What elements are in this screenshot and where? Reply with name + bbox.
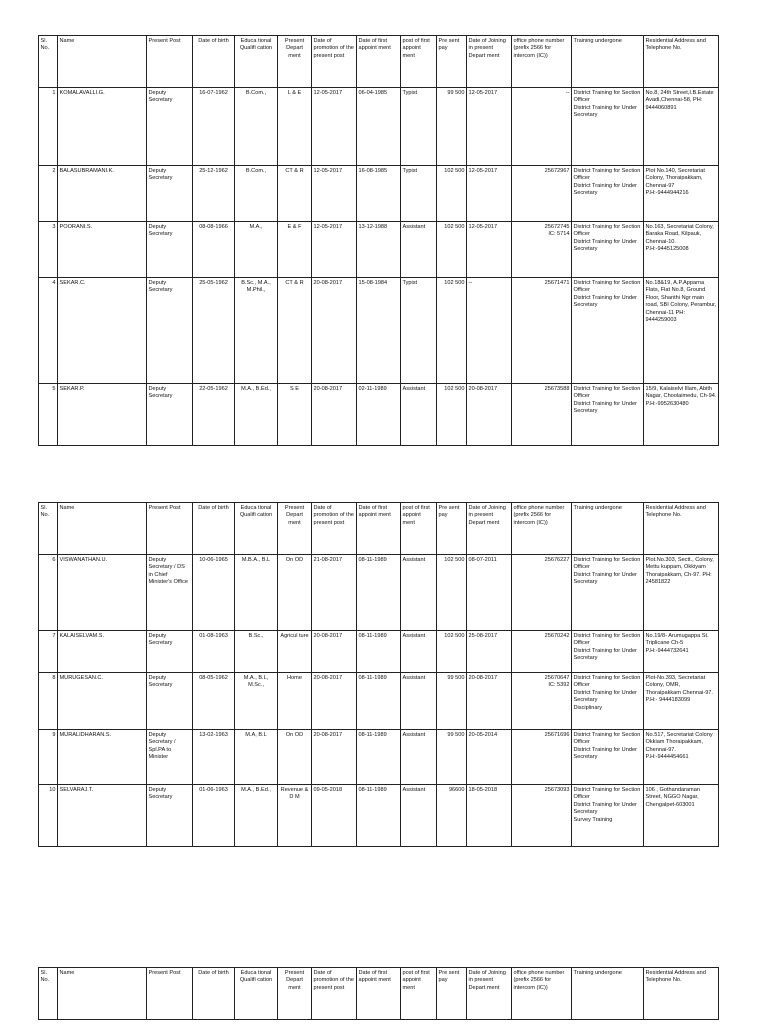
- column-header-education: Educa tional Qualifi cation: [235, 503, 278, 555]
- cell-join: 20-08-2017: [467, 673, 512, 730]
- cell-pay: 96600: [437, 785, 467, 847]
- header-row: [39, 968, 719, 1020]
- cell-phone: 25676227: [512, 555, 572, 631]
- cell-dept: CT & R: [278, 166, 312, 222]
- cell-join: 08-07-2011: [467, 555, 512, 631]
- cell-name: MURALIDHARAN.S.: [58, 730, 147, 785]
- cell-address: No.8, 24th Street,I.B.Estate Avadi,Chennai-58, PH: 9444060891: [644, 88, 719, 166]
- cell-join: 18-05-2018: [467, 785, 512, 847]
- cell-first-post: Assistant: [401, 785, 437, 847]
- header-row: [39, 503, 719, 555]
- table-row: [39, 673, 719, 730]
- column-header-sl: Sl. No.: [39, 36, 58, 88]
- column-header-name: Name: [58, 36, 147, 88]
- cell-promo: 20-08-2017: [312, 673, 357, 730]
- cell-edu: M.A.,: [235, 222, 278, 278]
- cell-first: 15-08-1984: [357, 278, 401, 384]
- cell-address: Plot-No.393, Secretariat Colony, OMR, Thoraipakkam Chennai-97. P.H:- 9444183099: [644, 673, 719, 730]
- cell-address: Plot.No.303, Sectt., Colony, Mettu kuppam, Okkiyam Thoraipakkam, Ch-97. PH: 24581822: [644, 555, 719, 631]
- cell-pay: 102 500: [437, 278, 467, 384]
- column-header-first-appointment: Date of first appoint ment: [357, 968, 401, 1020]
- table-row: [39, 384, 719, 446]
- cell-promo: 21-08-2017: [312, 555, 357, 631]
- column-header-education: Educa tional Qualifi cation: [235, 968, 278, 1020]
- cell-post: Deputy Secretary: [147, 785, 193, 847]
- cell-pay: 102 500: [437, 166, 467, 222]
- cell-training: District Training for Section Officer District Training for Under Secretary: [572, 278, 644, 384]
- cell-first: 02-11-1989: [357, 384, 401, 446]
- cell-phone: 25671696: [512, 730, 572, 785]
- column-header-sl: Sl. No.: [39, 503, 58, 555]
- cell-dob: 08-05-1962: [193, 673, 235, 730]
- cell-join: --: [467, 278, 512, 384]
- cell-first-post: Assistant: [401, 631, 437, 673]
- cell-training: District Training for Section Officer District Training for Under Secretary Disciplinary: [572, 673, 644, 730]
- cell-promo: 12-05-2017: [312, 222, 357, 278]
- column-header-pay: Pre sent pay: [437, 36, 467, 88]
- cell-sl: 2: [39, 166, 58, 222]
- column-header-name: Name: [58, 503, 147, 555]
- column-header-training: Training undergone: [572, 36, 644, 88]
- cell-edu: M.A., B.Ed.,: [235, 384, 278, 446]
- cell-phone: 25670242: [512, 631, 572, 673]
- column-header-name: Name: [58, 968, 147, 1020]
- column-header-dob: Date of birth: [193, 36, 235, 88]
- cell-post: Deputy Secretary: [147, 631, 193, 673]
- cell-pay: 102 500: [437, 222, 467, 278]
- cell-first-post: Assistant: [401, 555, 437, 631]
- cell-edu: B.Sc.,: [235, 631, 278, 673]
- cell-dept: On OD: [278, 555, 312, 631]
- table-row: [39, 785, 719, 847]
- cell-pay: 99 500: [437, 88, 467, 166]
- cell-sl: 6: [39, 555, 58, 631]
- cell-post: Deputy Secretary / Spl.PA to Minister: [147, 730, 193, 785]
- cell-post: Deputy Secretary: [147, 384, 193, 446]
- cell-edu: M.B.A., B.L: [235, 555, 278, 631]
- cell-training: District Training for Section Officer District Training for Under Secretary: [572, 88, 644, 166]
- column-header-sl: Sl. No.: [39, 968, 58, 1020]
- cell-sl: 7: [39, 631, 58, 673]
- cell-name: SELVARAJ.T.: [58, 785, 147, 847]
- cell-sl: 10: [39, 785, 58, 847]
- column-header-joining: Date of Joining in present Depart ment: [467, 36, 512, 88]
- cell-pay: 99 500: [437, 673, 467, 730]
- cell-training: District Training for Section Officer District Training for Under Secretary: [572, 555, 644, 631]
- column-header-promotion: Date of promotion of the present post: [312, 503, 357, 555]
- cell-join: 12-05-2017: [467, 222, 512, 278]
- column-header-address: Residential Address and Telephone No.: [644, 36, 719, 88]
- cell-dept: Agricul ture: [278, 631, 312, 673]
- cell-post: Deputy Secretary: [147, 278, 193, 384]
- cell-first: 13-12-1988: [357, 222, 401, 278]
- cell-phone: 25672967: [512, 166, 572, 222]
- cell-first: 08-11-1989: [357, 555, 401, 631]
- cell-promo: 20-08-2017: [312, 730, 357, 785]
- table-row: [39, 222, 719, 278]
- column-header-present-post: Present Post: [147, 968, 193, 1020]
- cell-dept: CT & R: [278, 278, 312, 384]
- column-header-first-appointment: Date of first appoint ment: [357, 36, 401, 88]
- column-header-training: Training undergone: [572, 968, 644, 1020]
- cell-first-post: Assistant: [401, 222, 437, 278]
- column-header-address: Residential Address and Telephone No.: [644, 968, 719, 1020]
- cell-training: District Training for Section Officer District Training for Under Secretary: [572, 384, 644, 446]
- cell-first-post: Typist: [401, 166, 437, 222]
- cell-dob: 16-07-1962: [193, 88, 235, 166]
- cell-first-post: Assistant: [401, 730, 437, 785]
- column-header-post-first: post of first appoint ment: [401, 36, 437, 88]
- cell-training: District Training for Section Officer District Training for Under Secretary: [572, 222, 644, 278]
- cell-post: Deputy Secretary: [147, 222, 193, 278]
- cell-phone: 25670647 IC: 5392: [512, 673, 572, 730]
- column-header-department: Present Depart ment: [278, 968, 312, 1020]
- cell-training: District Training for Section Officer District Training for Under Secretary: [572, 631, 644, 673]
- column-header-promotion: Date of promotion of the present post: [312, 968, 357, 1020]
- cell-training: District Training for Section Officer District Training for Under Secretary Survey Training: [572, 785, 644, 847]
- cell-first: 08-11-1989: [357, 730, 401, 785]
- header-row: [39, 36, 719, 88]
- cell-pay: 102 500: [437, 555, 467, 631]
- cell-dept: E & F: [278, 222, 312, 278]
- cell-first: 08-11-1989: [357, 631, 401, 673]
- table-row: [39, 555, 719, 631]
- cell-name: BALASUBRAMANI.K.: [58, 166, 147, 222]
- column-header-promotion: Date of promotion of the present post: [312, 36, 357, 88]
- column-header-post-first: post of first appoint ment: [401, 968, 437, 1020]
- cell-first: 08-11-1989: [357, 785, 401, 847]
- column-header-pay: Pre sent pay: [437, 503, 467, 555]
- cell-address: 15/9, Kalaiselvi Illam, Abith Nagar, Choolaimedu, Ch-94. P.H:-9952630480: [644, 384, 719, 446]
- cell-first-post: Typist: [401, 88, 437, 166]
- cell-join: 12-05-2017: [467, 166, 512, 222]
- cell-training: District Training for Section Officer District Training for Under Secretary: [572, 730, 644, 785]
- column-header-present-post: Present Post: [147, 503, 193, 555]
- column-header-phone: office phone number (prefix 2566 for intercom (IC)): [512, 503, 572, 555]
- column-header-education: Educa tional Qualifi cation: [235, 36, 278, 88]
- cell-name: MURUGESAN.C.: [58, 673, 147, 730]
- cell-first-post: Assistant: [401, 384, 437, 446]
- table-row: [39, 88, 719, 166]
- cell-post: Deputy Secretary: [147, 166, 193, 222]
- cell-dept: Revenue & D M: [278, 785, 312, 847]
- column-header-phone: office phone number (prefix 2566 for intercom (IC)): [512, 968, 572, 1020]
- cell-post: Deputy Secretary: [147, 673, 193, 730]
- staff-table-page-2: [38, 502, 719, 847]
- cell-name: POORANI.S.: [58, 222, 147, 278]
- cell-first: 16-08-1985: [357, 166, 401, 222]
- cell-edu: B.Com.,: [235, 88, 278, 166]
- cell-promo: 12-05-2017: [312, 166, 357, 222]
- cell-first: 06-04-1985: [357, 88, 401, 166]
- table-row: [39, 278, 719, 384]
- cell-pay: 99 500: [437, 730, 467, 785]
- cell-address: No.517, Secretariat Colony Okkiam Thoraipakkam, Chennai-97. P.H:-9444454661: [644, 730, 719, 785]
- column-header-department: Present Depart ment: [278, 36, 312, 88]
- cell-dob: 01-06-1963: [193, 785, 235, 847]
- cell-sl: 4: [39, 278, 58, 384]
- cell-sl: 8: [39, 673, 58, 730]
- table-row: [39, 730, 719, 785]
- staff-table-page-3: [38, 967, 719, 1020]
- cell-sl: 5: [39, 384, 58, 446]
- cell-address: No.163, Secretariat Colony, Baraka Road, Kilpauk, Chennai-10. P.H:-9445125008: [644, 222, 719, 278]
- cell-dob: 01-08-1963: [193, 631, 235, 673]
- cell-edu: B.Sc., M.A., M.Phil.,: [235, 278, 278, 384]
- cell-name: KOMALAVALLI.G.: [58, 88, 147, 166]
- cell-promo: 20-08-2017: [312, 278, 357, 384]
- cell-dob: 25-12-1962: [193, 166, 235, 222]
- cell-name: SEKAR.C.: [58, 278, 147, 384]
- cell-edu: B.Com.,: [235, 166, 278, 222]
- cell-address: 106 , Gothandaraman Street, NGGO Nagar, Chengalpet-603001: [644, 785, 719, 847]
- column-header-pay: Pre sent pay: [437, 968, 467, 1020]
- cell-join: 20-08-2017: [467, 384, 512, 446]
- staff-table-page-1: [38, 35, 719, 446]
- table-row: [39, 631, 719, 673]
- cell-address: Plot No.140, Secretariat Colony, Thoraipakkam, Chennai-97 P.H:-9444944216: [644, 166, 719, 222]
- column-header-first-appointment: Date of first appoint ment: [357, 503, 401, 555]
- cell-promo: 09-05-2018: [312, 785, 357, 847]
- cell-join: 12-05-2017: [467, 88, 512, 166]
- cell-address: No.19/8- Arumugappa St. Triplicane Ch-5 P.H:-9444732641: [644, 631, 719, 673]
- cell-post: Deputy Secretary: [147, 88, 193, 166]
- cell-dob: 22-05-1962: [193, 384, 235, 446]
- cell-dob: 25-05-1962: [193, 278, 235, 384]
- cell-promo: 12-05-2017: [312, 88, 357, 166]
- cell-name: KALAISELVAM.S.: [58, 631, 147, 673]
- cell-address: No.18&19, A.P.Apparna Flats, Flat No.8, Ground Floor, Shanthi Ngr main road, SBI Colony, Perambur, Chennai-11 PH: 9444259003: [644, 278, 719, 384]
- column-header-present-post: Present Post: [147, 36, 193, 88]
- column-header-dob: Date of birth: [193, 503, 235, 555]
- cell-promo: 20-08-2017: [312, 631, 357, 673]
- cell-phone: --: [512, 88, 572, 166]
- table-row: [39, 166, 719, 222]
- cell-dob: 08-08-1966: [193, 222, 235, 278]
- cell-join: 25-08-2017: [467, 631, 512, 673]
- cell-post: Deputy Secretary / DS in Chief Minister's Office: [147, 555, 193, 631]
- cell-phone: 25672745 IC: 5714: [512, 222, 572, 278]
- cell-edu: M.A, B.L: [235, 730, 278, 785]
- cell-sl: 1: [39, 88, 58, 166]
- cell-dept: Home: [278, 673, 312, 730]
- cell-name: SEKAR.P.: [58, 384, 147, 446]
- cell-pay: 102 500: [437, 631, 467, 673]
- cell-dept: On OD: [278, 730, 312, 785]
- cell-edu: M.A., B.Ed.,: [235, 785, 278, 847]
- cell-dob: 13-02-1963: [193, 730, 235, 785]
- column-header-department: Present Depart ment: [278, 503, 312, 555]
- column-header-post-first: post of first appoint ment: [401, 503, 437, 555]
- column-header-joining: Date of Joining in present Depart ment: [467, 503, 512, 555]
- cell-name: VISWANATHAN.U.: [58, 555, 147, 631]
- cell-first-post: Assistant: [401, 673, 437, 730]
- cell-first: 08-11-1989: [357, 673, 401, 730]
- column-header-training: Training undergone: [572, 503, 644, 555]
- cell-join: 20-05-2014: [467, 730, 512, 785]
- cell-phone: 25671471: [512, 278, 572, 384]
- column-header-dob: Date of birth: [193, 968, 235, 1020]
- column-header-address: Residential Address and Telephone No.: [644, 503, 719, 555]
- cell-sl: 3: [39, 222, 58, 278]
- cell-phone: 25673093: [512, 785, 572, 847]
- cell-promo: 20-08-2017: [312, 384, 357, 446]
- cell-phone: 25673588: [512, 384, 572, 446]
- cell-dept: S E: [278, 384, 312, 446]
- cell-first-post: Typist: [401, 278, 437, 384]
- cell-training: District Training for Section Officer District Training for Under Secretary: [572, 166, 644, 222]
- cell-pay: 102 500: [437, 384, 467, 446]
- cell-sl: 9: [39, 730, 58, 785]
- column-header-phone: office phone number (prefix 2566 for intercom (IC)): [512, 36, 572, 88]
- cell-dob: 10-06-1965: [193, 555, 235, 631]
- cell-dept: L & E: [278, 88, 312, 166]
- cell-edu: M.A., B.L, M.Sc.,: [235, 673, 278, 730]
- column-header-joining: Date of Joining in present Depart ment: [467, 968, 512, 1020]
